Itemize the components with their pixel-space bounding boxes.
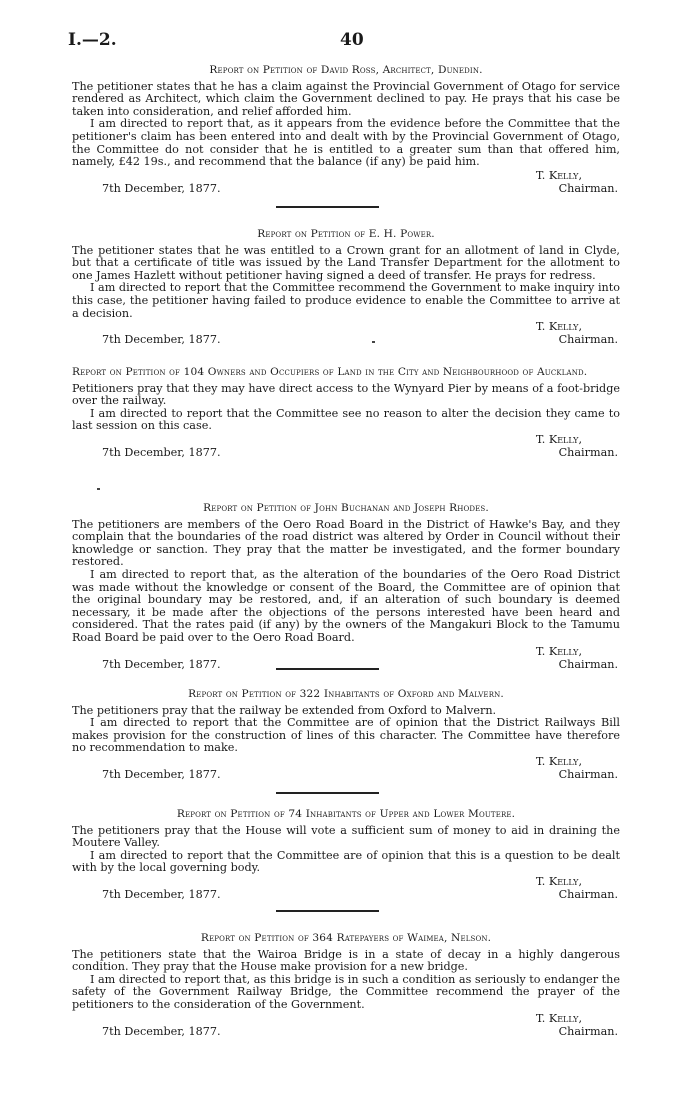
report-auckland (72, 366, 620, 462)
section-divider (276, 910, 379, 912)
signatory-role: Chairman. (558, 333, 618, 347)
report-paragraph: The petitioners pray that the railway be extended from Oxford to Malvern. (72, 703, 497, 717)
signature-block (72, 321, 620, 349)
signature-block (72, 434, 620, 462)
report-date: 7th December, 1877. (102, 767, 221, 781)
report-title: Report on Petition of 364 Ratepayers of Waimea, Nelson. (200, 932, 492, 944)
report-paragraph: I am directed to report that, as it appears from the evidence before the Committee that the petitioner's claim has been entered into and dealt with by the Provincial Government of Otago, the Committee do not consider that he is entitled to a greater sum than that offered him, namely, £42 19s., and recommend that the balance (if any) be paid him. (72, 117, 620, 169)
page-number: 40 (340, 30, 364, 50)
report-date: 7th December, 1877. (102, 445, 221, 459)
signatory-name: T. Kelly, (535, 874, 582, 888)
signatory-role: Chairman. (558, 445, 618, 459)
signatory-role: Chairman. (558, 887, 618, 901)
printer-mark (372, 341, 375, 343)
report-paragraph: I am directed to report that the Committee see no reason to alter the decision they came to last session on this case. (72, 406, 620, 433)
signatory-name: T. Kelly, (535, 754, 582, 768)
signatory-role: Chairman. (558, 767, 618, 781)
report-date: 7th December, 1877. (102, 1024, 221, 1038)
report-paragraph: The petitioner states that he was entitled to a Crown grant for an allotment of land in Clyde, but that a certificate of title was issued by the Land Transfer Department for the allotment to one James Hazlett without petitioner having signed a deed of transfer. He prays for redress. (72, 243, 620, 282)
report-paragraph: Petitioners pray that they may have direct access to the Wynyard Pier by means of a foot-bridge over the railway. (72, 381, 620, 408)
report-moutere (72, 808, 620, 904)
report-date: 7th December, 1877. (102, 333, 221, 347)
signature-block (72, 756, 620, 784)
report-title: Report on Petition of 104 Owners and Occupiers of Land in the City and Neighbourhood of Auckland. (72, 366, 588, 378)
signatory-name: T. Kelly, (535, 432, 582, 446)
report-ross (72, 64, 620, 198)
section-divider (276, 792, 379, 794)
report-date: 7th December, 1877. (102, 181, 221, 195)
printer-mark (97, 488, 100, 490)
report-paragraph: The petitioners are members of the Oero Road Board in the District of Hawke's Bay, and they complain that the boundaries of the road district was altered by Order in Council without their knowledge or sanction. They pray that the matter be investigated, and the former boundary restored. (72, 517, 620, 569)
report-title: Report on Petition of 74 Inhabitants of Upper and Lower Moutere. (176, 808, 516, 820)
report-paragraph: The petitioners pray that the House will vote a sufficient sum of money to aid in draining the Moutere Valley. (72, 823, 620, 850)
report-power (72, 228, 620, 349)
report-paragraph: I am directed to report that, as this bridge is in such a condition as seriously to endanger the safety of the Government Railway Bridge, the Committee recommend the prayer of the petitioners to the consideration of the Government. (72, 972, 620, 1011)
report-paragraph: I am directed to report that, as the alteration of the boundaries of the Oero Road District was made without the knowledge or consent of the Board, the Committee are of opinion that the original boundary may be restored, and, if an alteration of such boundary is deemed necessary, it be made after the objections of the persons interested have been heard and considered. That the rates paid (if any) by the owners of the Mangakuri Block to the Tamumu Road Board be paid over to the Oero Road Board. (72, 567, 620, 644)
signatory-name: T. Kelly, (535, 1011, 582, 1025)
report-buchanan-rhodes (72, 502, 620, 674)
section-divider (276, 206, 379, 208)
report-paragraph: I am directed to report that the Committee are of opinion that this is a question to be dealt with by the local governing body. (72, 848, 620, 875)
report-title: Report on Petition of David Ross, Architect, Dunedin. (209, 64, 483, 76)
report-paragraph: I am directed to report that the Committee are of opinion that the District Railways Bill makes provision for the construction of lines of this character. The Committee have therefore no recommendation to make. (72, 716, 620, 755)
signatory-name: T. Kelly, (535, 320, 582, 334)
signature-block (72, 1013, 620, 1041)
report-oxford-malvern (72, 688, 620, 784)
paper-reference: I.—2. (68, 30, 117, 50)
report-title: Report on Petition of John Buchanan and Joseph Rhodes. (203, 502, 489, 514)
report-paragraph: The petitioner states that he has a claim against the Provincial Government of Otago for service rendered as Architect, which claim the Government declined to pay. He prays that his case be taken into consideration, and relief afforded him. (72, 79, 620, 118)
report-date: 7th December, 1877. (102, 887, 221, 901)
signature-block (72, 876, 620, 904)
section-divider (276, 668, 379, 670)
report-paragraph: The petitioners state that the Wairoa Bridge is in a state of decay in a highly dangerous condition. They pray that the House make provision for a new bridge. (72, 947, 620, 974)
report-title: Report on Petition of E. H. Power. (257, 228, 435, 240)
signature-block (72, 170, 620, 198)
report-date: 7th December, 1877. (102, 657, 221, 671)
signatory-role: Chairman. (558, 181, 618, 195)
report-waimea (72, 932, 620, 1041)
signatory-role: Chairman. (558, 657, 618, 671)
signatory-name: T. Kelly, (535, 644, 582, 658)
report-title: Report on Petition of 322 Inhabitants of Oxford and Malvern. (188, 688, 504, 700)
signatory-role: Chairman. (558, 1024, 618, 1038)
signatory-name: T. Kelly, (535, 168, 582, 182)
report-paragraph: I am directed to report that the Committee recommend the Government to make inquiry into this case, the petitioner having failed to produce evidence to enable the Committee to arrive at a decision. (72, 281, 620, 320)
